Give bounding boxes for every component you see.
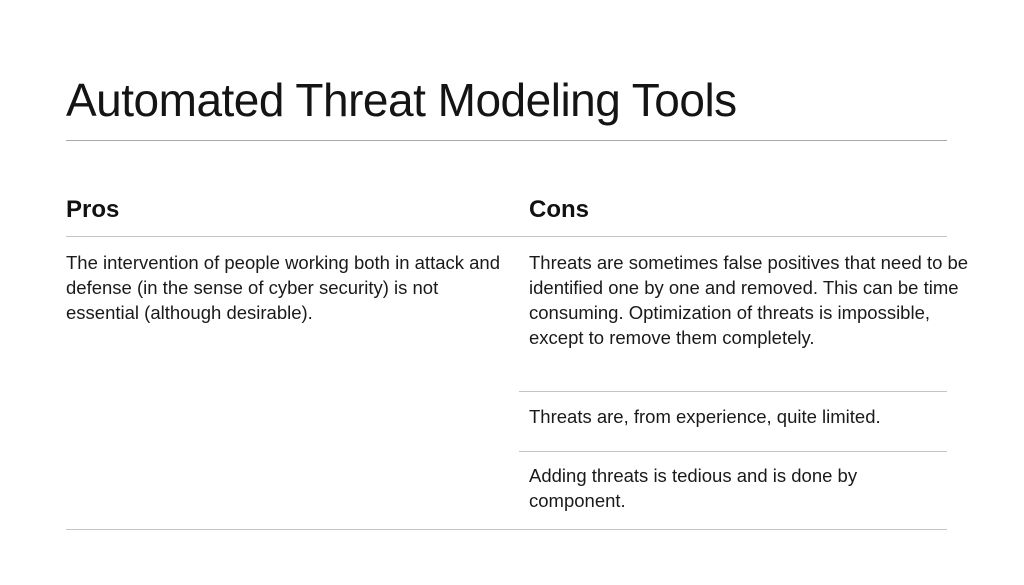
cons-header: Cons	[529, 196, 589, 223]
table-bottom-divider	[66, 529, 947, 530]
row-divider	[519, 391, 947, 392]
title-divider	[66, 140, 947, 141]
pros-item: The intervention of people working both in attack and defense (in the sense of cyber security) is not essential (although desirable).	[66, 252, 501, 323]
header-divider	[66, 236, 947, 237]
pros-header: Pros	[66, 196, 120, 223]
row-divider	[519, 451, 947, 452]
cons-item: Adding threats is tedious and is done by component.	[529, 465, 858, 511]
cons-item: Threats are sometimes false positives that need to be identified one by one and removed. This can be time consuming. Optimization of threats is impossible, except to remove them completely.	[529, 252, 969, 348]
cons-item: Threats are, from experience, quite limited.	[529, 406, 881, 427]
slide-title: Automated Threat Modeling Tools	[66, 74, 737, 126]
